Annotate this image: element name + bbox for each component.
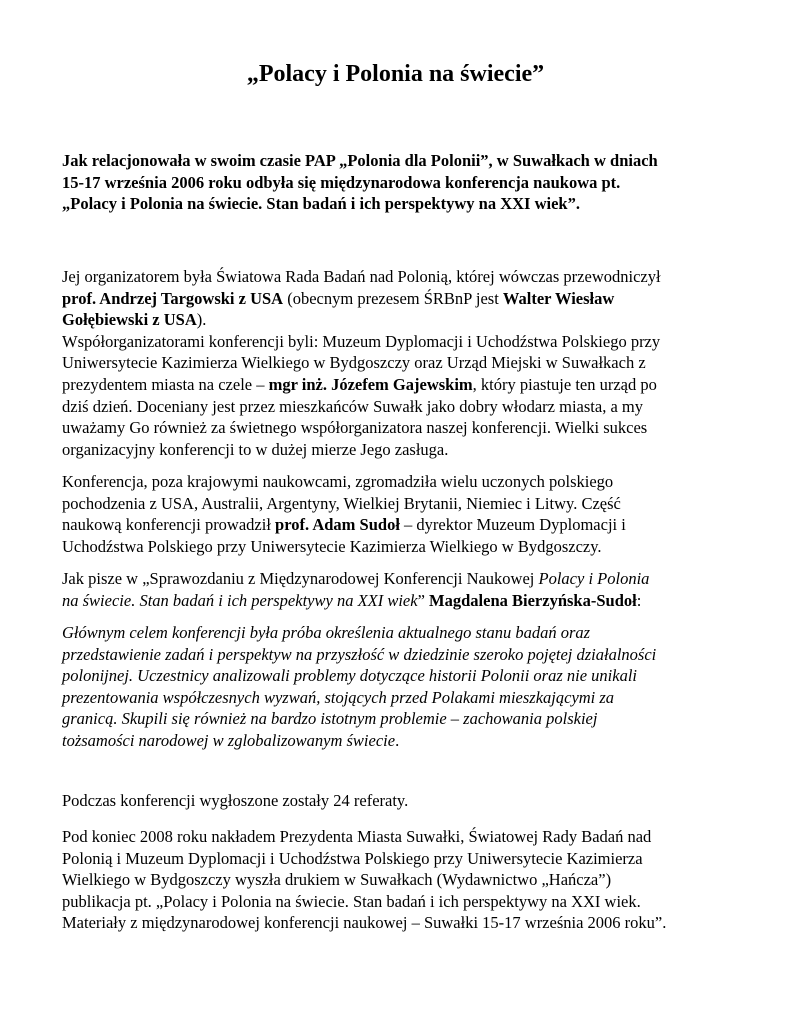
text-line: Konferencja, poza krajowymi naukowcami, zgromadziła wielu uczonych polskiego [62, 472, 614, 491]
quote-line [62, 730, 772, 752]
text-line: Materiały z międzynarodowej konferencji naukowej – Suwałki 15-17 września 2006 roku”. [62, 913, 667, 933]
person-name: mgr inż. Józefem Gajewskim [268, 374, 473, 394]
paragraph-papers [62, 790, 772, 812]
quote-line: polonijnej. Uczestnicy analizowali problemy dotyczące historii Polonii oraz nie unikali [62, 666, 637, 686]
lead-line: Jak relacjonowała w swoim czasie PAP „Polonia dla Polonii”, w Suwałkach w dniach [62, 151, 658, 170]
text-run: . [395, 730, 400, 750]
lead-paragraph [62, 150, 762, 215]
text-line: Uniwersytecie Kazimierza Wielkiego w Bydgoszczy oraz Urząd Miejski w Suwałkach z [62, 353, 646, 373]
page-title: „Polacy i Polonia na świecie” [246, 61, 545, 87]
report-title: Polacy i Polonia [538, 569, 650, 588]
paragraph-report-intro [62, 568, 772, 611]
author-name: Magdalena Bierzyńska-Sudoł [429, 590, 637, 610]
text-line: Uchodźstwa Polskiego przy Uniwersytecie Kazimierza Wielkiego w Bydgoszczy. [62, 536, 602, 556]
text-run: – dyrektor Muzeum Dyplomacji i [399, 515, 626, 535]
text-run: : [636, 590, 642, 610]
text-line [62, 309, 772, 331]
lead-line: 15-17 września 2006 roku odbyła się międzynarodowa konferencja naukowa pt. [62, 172, 621, 192]
text-run: ). [196, 310, 207, 330]
person-name: Walter Wiesław [502, 288, 615, 308]
text-run: prezydentem miasta na czele – [62, 374, 269, 394]
paragraph-organizers [62, 266, 772, 460]
text-run: (obecnym prezesem ŚRBnP jest [283, 288, 503, 308]
text-run: naukową konferencji prowadził [62, 515, 276, 535]
text-run: , który piastuje ten urząd po [472, 374, 657, 394]
text-line: organizacyjny konferencji to w dużej mierze Jego zasługa. [62, 439, 449, 459]
person-name: prof. Andrzej Targowski z USA [62, 288, 284, 308]
person-name: Gołębiewski z USA [62, 310, 197, 330]
quote-line: Głównym celem konferencji była próba określenia aktualnego stanu badań oraz [62, 623, 591, 642]
text-line: Jej organizatorem była Światowa Rada Badań nad Polonią, której wówczas przewodniczył [62, 267, 661, 286]
text-run: ” [417, 590, 430, 610]
text-line [62, 568, 772, 590]
text-line: pochodzenia z USA, Australii, Argentyny, Wielkiej Brytanii, Niemiec i Litwy. Część [62, 493, 621, 513]
text-line: Współorganizatorami konferencji byli: Muzeum Dyplomacji i Uchodźstwa Polskiego przy [62, 331, 661, 351]
text-run: tożsamości narodowej w zglobalizowanym świecie [62, 730, 396, 750]
text-line: dziś dzień. Doceniany jest przez mieszkańców Suwałk jako dobry włodarz miasta, a my [62, 396, 643, 416]
quote-line: prezentowania współczesnych wyzwań, stojących przed Polakami mieszkającymi za [62, 687, 615, 707]
text-line [62, 590, 772, 612]
paragraph-publication [62, 826, 772, 934]
paragraph-participants [62, 471, 772, 557]
text-line: uważamy Go również za świetnego współorganizatora naszej konferencji. Wielki sukces [62, 418, 648, 438]
text-line [62, 514, 772, 536]
text-line: Wielkiego w Bydgoszczy wyszła drukiem w Suwałkach (Wydawnictwo „Hańcza”) [62, 870, 612, 890]
quote-line: przedstawienie zadań i perspektyw na przyszłość w dziedzinie szeroko pojętej działalności [62, 644, 657, 664]
text-line: Polonią i Muzeum Dyplomacji i Uchodźstwa Polskiego przy Uniwersytecie Kazimierza [62, 848, 643, 868]
quote-line: granicą. Skupili się również na bardzo istotnym problemie – zachowania polskiej [62, 709, 598, 729]
text-run: Jak pisze w „Sprawozdaniu z Międzynarodowej Konferencji Naukowej [62, 569, 539, 588]
quote-paragraph [62, 622, 772, 752]
person-name: prof. Adam Sudoł [275, 515, 400, 535]
text-line: publikacja pt. „Polacy i Polonia na świecie. Stan badań i ich perspektywy na XXI wiek. [62, 891, 641, 911]
text-line [62, 374, 772, 396]
text-line [62, 288, 772, 310]
report-title: na świecie. Stan badań i ich perspektywy na XXI wiek [62, 590, 418, 610]
text-line: Pod koniec 2008 roku nakładem Prezydenta Miasta Suwałki, Światowej Rady Badań nad [62, 827, 652, 846]
text-line: Podczas konferencji wygłoszone zostały 24 referaty. [62, 791, 409, 810]
lead-line: „Polacy i Polonia na świecie. Stan badań i ich perspektywy na XXI wiek”. [62, 194, 580, 213]
